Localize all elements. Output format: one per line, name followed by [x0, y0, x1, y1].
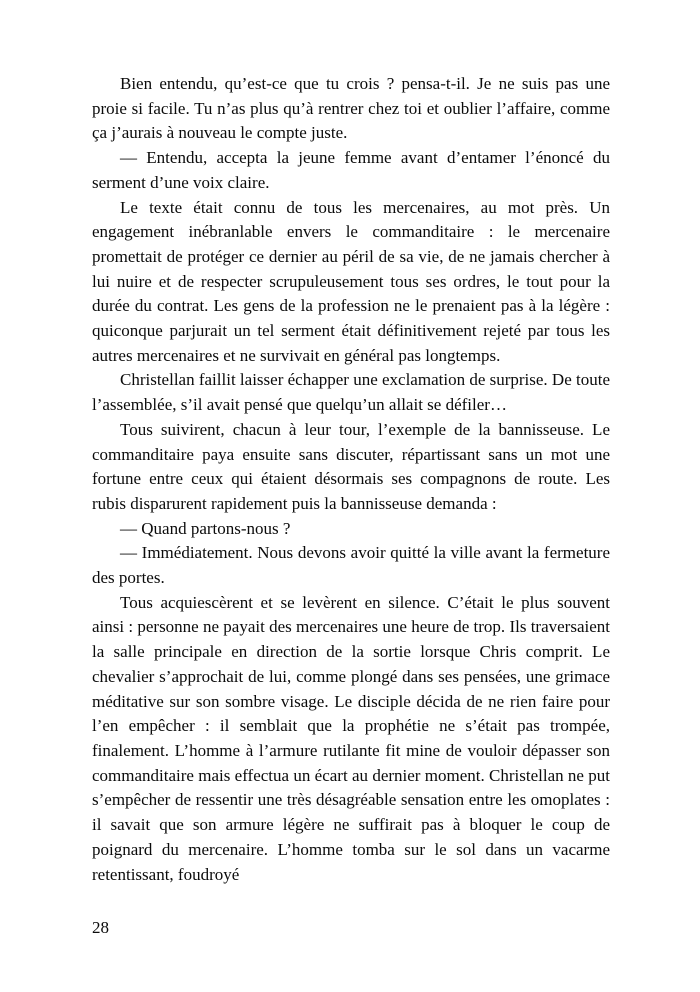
paragraph: Tous suivirent, chacun à leur tour, l’exemple de la bannisseuse. Le commanditaire paya ensuite sans discuter, répartissant sans un mot une fortune entre ceux qui étaient désormais ses compagnons de route. Les rubis disparurent rapidement puis la bannisseuse demanda :	[92, 419, 610, 513]
paragraph: Bien entendu, qu’est-ce que tu crois ? pensa-t-il. Je ne suis pas une proie si facile. Tu n’as plus qu’à rentrer chez toi et oublier l’affaire, comme ça j’aurais à nouveau le compte juste.	[92, 74, 610, 143]
paragraph-dialogue: — Quand partons-nous ?	[120, 518, 291, 538]
page-number: 28	[92, 918, 109, 937]
paragraph-dialogue: — Immédiatement. Nous devons avoir quitté la ville avant la fermeture des portes.	[92, 543, 610, 588]
paragraph: Christellan faillit laisser échapper une exclamation de surprise. De toute l’assemblée, s’il avait pensé que quelqu’un allait se défiler…	[92, 370, 610, 415]
paragraph: Le texte était connu de tous les mercenaires, au mot près. Un engagement inébranlable envers le commanditaire : le mercenaire promettait de protéger ce dernier au péril de sa vie, de ne jamais chercher à lui nuire et de respecter scrupuleusement tous ses ordres, le tout pour la durée du contrat. Les gens de la profession ne le prenaient pas à la légère : quiconque parjurait un tel serment était définitivement rejeté par tous les autres mercenaires et ne survivait en général pas longtemps.	[92, 197, 610, 365]
paragraph-dialogue: — Entendu, accepta la jeune femme avant d’entamer l’énoncé du serment d’une voix claire.	[92, 148, 610, 192]
paragraph: Tous acquiescèrent et se levèrent en silence. C’était le plus souvent ainsi : personne ne payait des mercenaires une heure de trop. Ils traversaient la salle principale en direction de la sortie lorsque Chris comprit. Le chevalier s’approchait de lui, comme plongé dans ses pensées, une grimace méditative sur son sombre visage. Le disciple décida de ne rien faire pour l’en empêcher : il semblait que la prophétie ne s’était pas trompée, finalement. L’homme à l’armure rutilante fit mine de vouloir dépasser son commanditaire mais effectua un écart au dernier moment. Christellan ne put s’empêcher de ressentir une très désagréable sensation entre les omoplates : il savait que son armure légère ne suffirait pas à bloquer le coup de poignard du mercenaire. L’homme tomba sur le sol dans un vacarme retentissant, foudroyé	[92, 592, 610, 884]
page-text	[92, 72, 610, 887]
